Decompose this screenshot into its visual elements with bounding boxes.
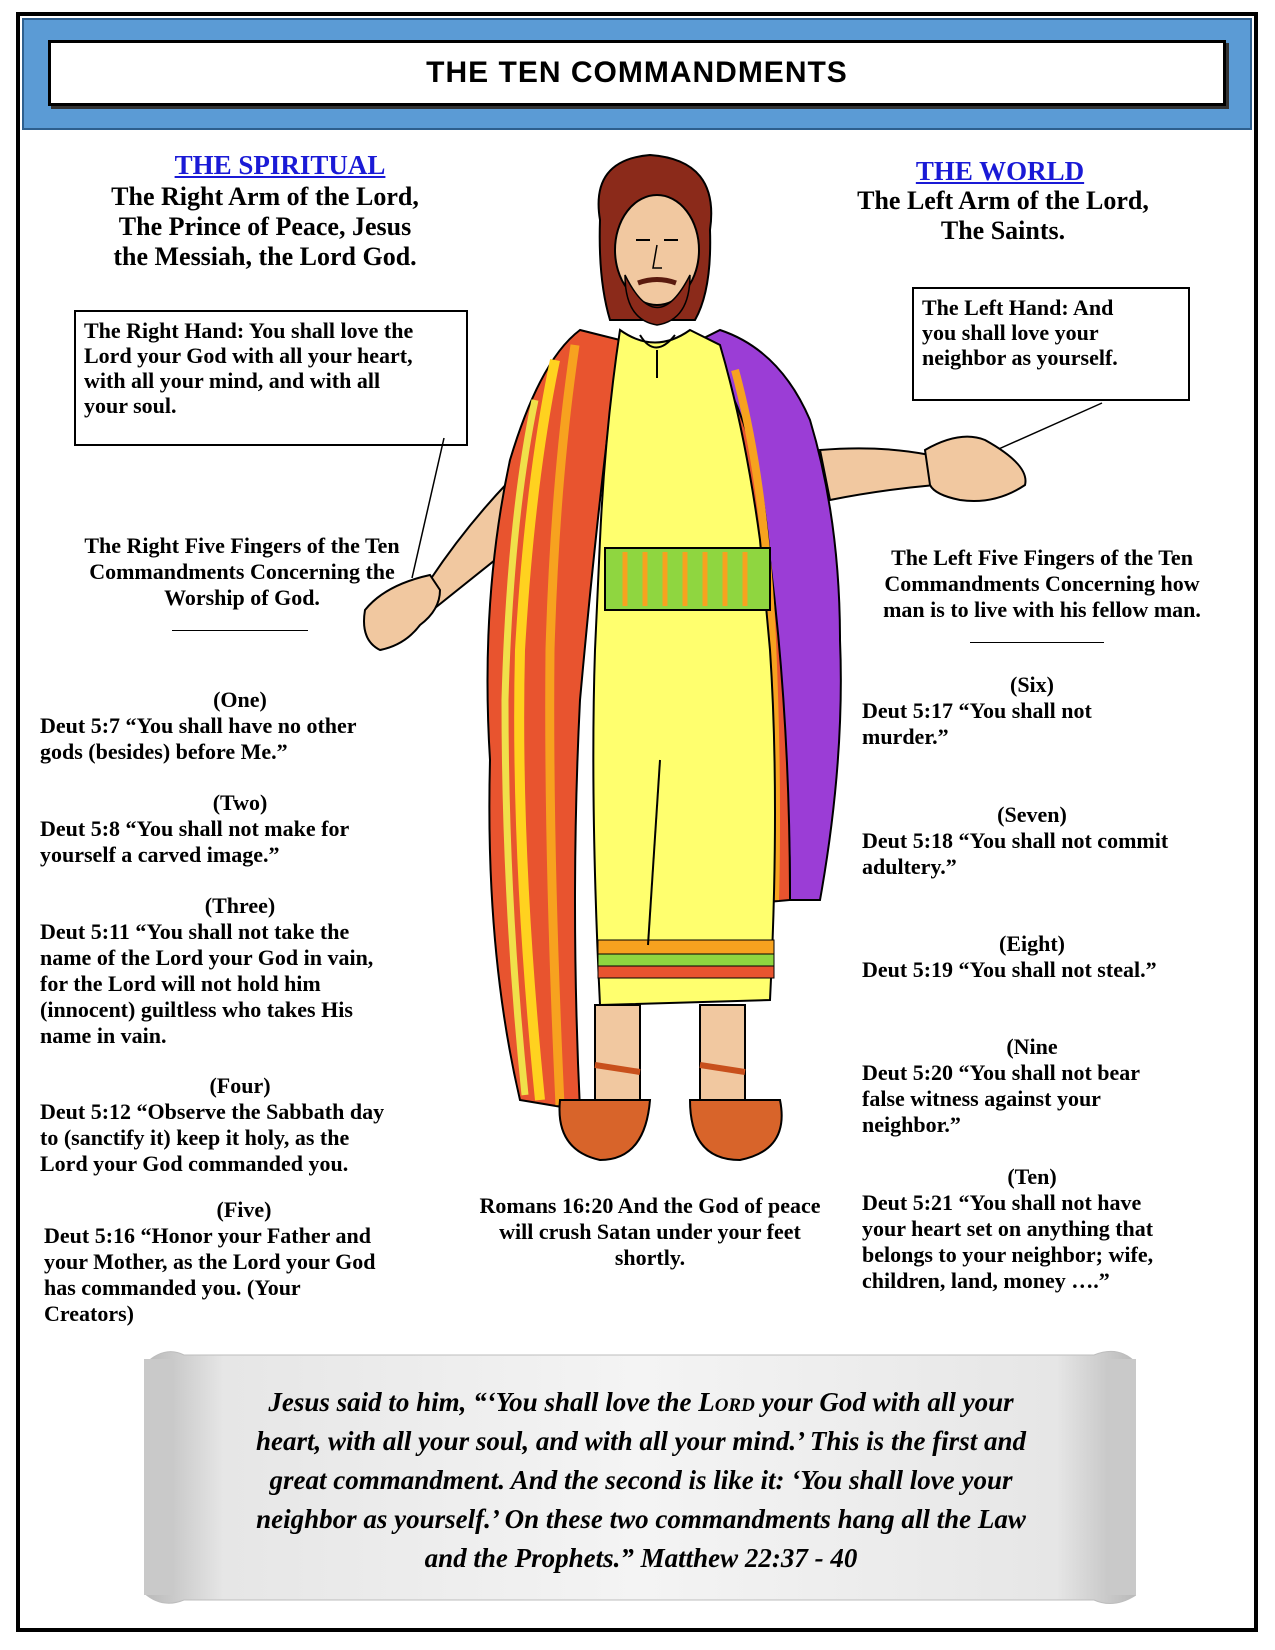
commandment-nine: (Nine Deut 5:20 “You shall not bear false witness against your neighbor.” (862, 1034, 1141, 1137)
commandment-five: (Five) Deut 5:16 “Honor your Father and your Mother, as the Lord your God has commanded you. (Your Creators) (44, 1197, 376, 1326)
right-hand-box: The Right Hand: You shall love the Lord your God with all your heart, with all your mind, and with all your soul. (74, 310, 468, 446)
commandment-four: (Four) Deut 5:12 “Observe the Sabbath day to (sanctify it) keep it holy, as the Lord your God commanded you. (40, 1073, 385, 1176)
left-subheading: The Right Arm of the Lord, The Prince of Peace, Jesus the Messiah, the Lord God. (111, 182, 419, 271)
page-title: THE TEN COMMANDMENTS (426, 56, 848, 89)
left-fingers-text: The Left Five Fingers of the Ten Commandments Concerning how man is to live with his fellow man. (883, 545, 1201, 622)
commandment-two: (Two) Deut 5:8 “You shall not make for yourself a carved image.” (40, 790, 350, 867)
commandment-three: (Three) Deut 5:11 “You shall not take the name of the Lord your God in vain, for the Lord will not hold him (innocent) guiltless who takes His name in vain. (40, 893, 374, 1048)
commandment-six: (Six) Deut 5:17 “You shall not murder.” (862, 672, 1092, 749)
left-heading: THE SPIRITUAL (174, 150, 386, 180)
right-hand-icon (364, 575, 440, 650)
commandment-ten: (Ten) Deut 5:21 “You shall not have your heart set on anything that belongs to your neighbor; wife, children, land, money ….” (862, 1164, 1154, 1293)
romans-verse: Romans 16:20 And the God of peace will crush Satan under your feet shortly. (479, 1193, 821, 1270)
right-subheading: The Left Arm of the Lord, The Saints. (857, 186, 1149, 245)
commandment-one: (One) Deut 5:7 “You shall have no other gods (besides) before Me.” (40, 687, 357, 764)
commandment-eight: (Eight) Deut 5:19 “You shall not steal.” (862, 931, 1157, 982)
left-hand-icon (925, 437, 1026, 501)
left-hand-box: The Left Hand: And you shall love your neighbor as yourself. (912, 287, 1190, 401)
scroll-quote: Jesus said to him, “‘You shall love the Lord your God with all your heart, with all your soul, and with all your mind.’ This is the first and great commandment. And the second is like it: ‘You shall love your neighbor as yourself.’ On these two commandments hang all the Law and the Prophets.” Matthew 22:37 - 40 (256, 1387, 1026, 1573)
right-heading: THE WORLD (915, 156, 1085, 186)
commandment-seven: (Seven) Deut 5:18 “You shall not commit adultery.” (862, 802, 1169, 879)
right-fingers-text: The Right Five Fingers of the Ten Commandments Concerning the Worship of God. (84, 533, 400, 610)
left-hand-pointer (983, 403, 1102, 456)
right-hand-pointer (412, 438, 444, 578)
